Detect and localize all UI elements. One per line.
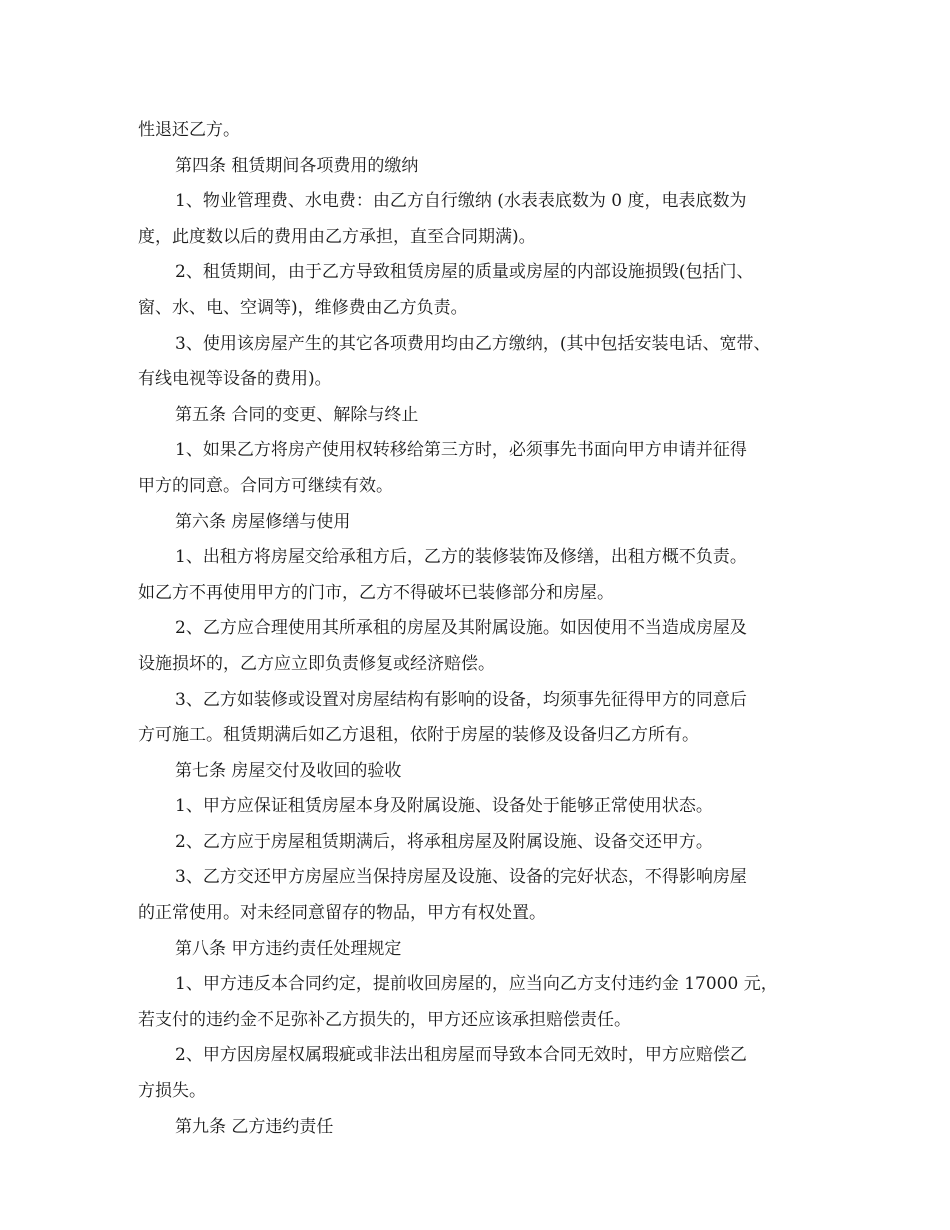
text-line: 1、甲方应保证租赁房屋本身及附属设施、设备处于能够正常使用状态。: [175, 796, 713, 817]
text-line: 2、乙方应合理使用其所承租的房屋及其附属设施。如因使用不当造成房屋及: [175, 618, 747, 639]
text-line: 1、如果乙方将房产使用权转移给第三方时，必须事先书面向甲方申请并征得: [175, 440, 747, 461]
text-line: 如乙方不再使用甲方的门市，乙方不得破坏已装修部分和房屋。: [138, 582, 614, 603]
article-heading: 第四条 租赁期间各项费用的缴纳: [175, 155, 419, 176]
document-body: [138, 113, 828, 1145]
article-heading: 第七条 房屋交付及收回的验收: [175, 760, 402, 781]
text-line: 2、甲方因房屋权属瑕疵或非法出租房屋而导致本合同无效时，甲方应赔偿乙: [175, 1045, 747, 1066]
text-line: 1、出租方将房屋交给承租方后，乙方的装修装饰及修缮，出租方概不负责。: [175, 547, 747, 568]
text-line: 3、乙方交还甲方房屋应当保持房屋及设施、设备的完好状态，不得影响房屋: [175, 867, 747, 888]
article-heading: 第六条 房屋修缮与使用: [175, 511, 351, 532]
text-line: 2、租赁期间，由于乙方导致租赁房屋的质量或房屋的内部设施损毁(包括门、: [175, 262, 754, 283]
text-line: 的正常使用。对未经同意留存的物品，甲方有权处置。: [138, 903, 546, 924]
text-line: 1、甲方违反本合同约定，提前收回房屋的，应当向乙方支付违约金 17000 元，: [175, 974, 778, 995]
text-line: 方可施工。租赁期满后如乙方退租，依附于房屋的装修及设备归乙方所有。: [138, 725, 699, 746]
text-line: 有线电视等设备的费用)。: [138, 369, 332, 390]
text-line: 1、物业管理费、水电费：由乙方自行缴纳 (水表表底数为 0 度，电表底数为: [175, 191, 747, 212]
text-line: 3、使用该房屋产生的其它各项费用均由乙方缴纳，(其中包括安装电话、宽带、: [175, 333, 771, 354]
text-line: 3、乙方如装修或设置对房屋结构有影响的设备，均须事先征得甲方的同意后: [175, 689, 747, 710]
text-line: 性退还乙方。: [138, 120, 240, 140]
article-heading: 第八条 甲方违约责任处理规定: [175, 938, 402, 959]
text-line: 方损失。: [138, 1081, 206, 1102]
text-line: 度，此度数以后的费用由乙方承担，直至合同期满)。: [138, 226, 536, 247]
text-line: 若支付的违约金不足弥补乙方损失的，甲方还应该承担赔偿责任。: [138, 1009, 631, 1030]
article-heading: 第九条 乙方违约责任: [175, 1116, 334, 1137]
text-line: 窗、水、电、空调等)，维修费由乙方负责。: [138, 297, 468, 318]
article-heading: 第五条 合同的变更、解除与终止: [175, 404, 419, 425]
text-line: 甲方的同意。合同方可继续有效。: [138, 475, 393, 496]
text-line: 2、乙方应于房屋租赁期满后，将承租房屋及附属设施、设备交还甲方。: [175, 831, 713, 852]
text-line: 设施损坏的，乙方应立即负责修复或经济赔偿。: [138, 653, 495, 674]
